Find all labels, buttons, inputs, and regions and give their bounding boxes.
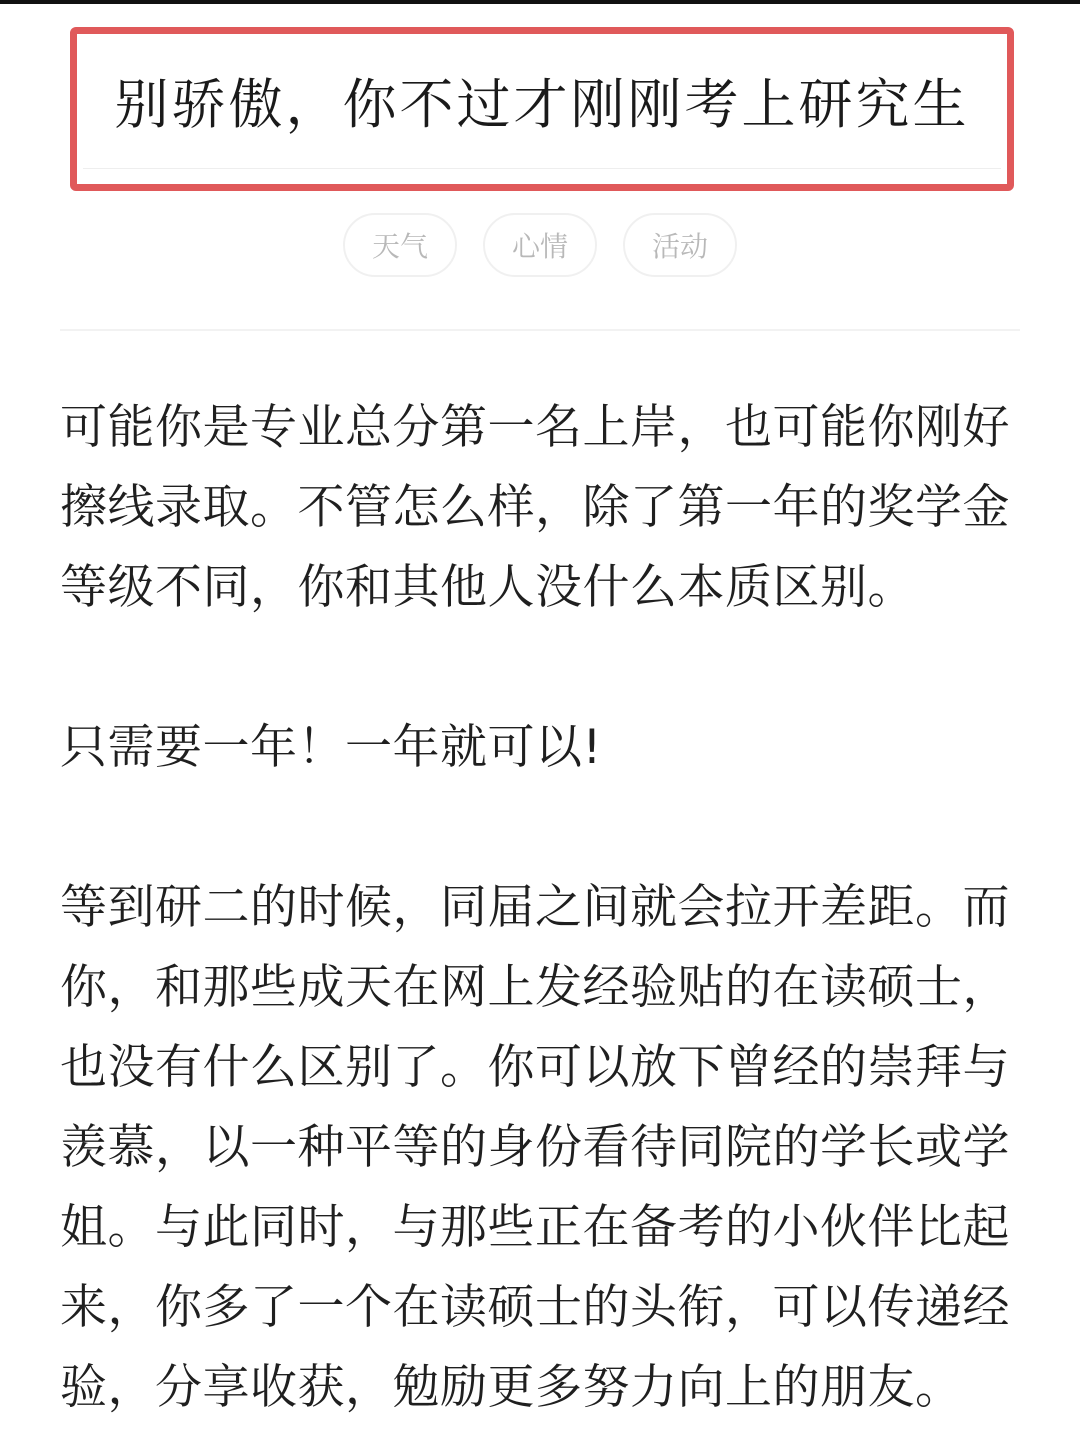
tag-activity[interactable]: 活动 — [623, 213, 737, 277]
top-rule — [0, 0, 1080, 4]
paragraph-2: 只需要一年！一年就可以! — [60, 720, 602, 775]
page-title: 别骄傲，你不过才刚刚考上研究生 — [114, 73, 970, 136]
tag-list — [0, 213, 1080, 277]
paragraph-gap — [60, 628, 1020, 708]
section-divider — [60, 329, 1020, 331]
paragraph-1: 可能你是专业总分第一名上岸，也可能你刚好擦线录取。不管怎么样，除了第一年的奖学金等级不同，你和其他人没什么本质区别。 — [60, 400, 1010, 615]
paragraph-gap — [60, 788, 1020, 868]
article-body — [60, 388, 1020, 1428]
tag-mood[interactable]: 心情 — [483, 213, 597, 277]
title-underline — [83, 168, 1001, 169]
tag-weather[interactable]: 天气 — [343, 213, 457, 277]
title-highlight-frame — [70, 27, 1014, 191]
paragraph-3: 等到研二的时候，同届之间就会拉开差距。而你，和那些成天在网上发经验贴的在读硕士，也没有什么区别了。你可以放下曾经的崇拜与羡慕，以一种平等的身份看待同院的学长或学姐。与此同时，与那些正在备考的小伙伴比起来，你多了一个在读硕士的头衔，可以传递经验，分享收获，勉励更多努力向上的朋友。 — [60, 880, 1010, 1415]
